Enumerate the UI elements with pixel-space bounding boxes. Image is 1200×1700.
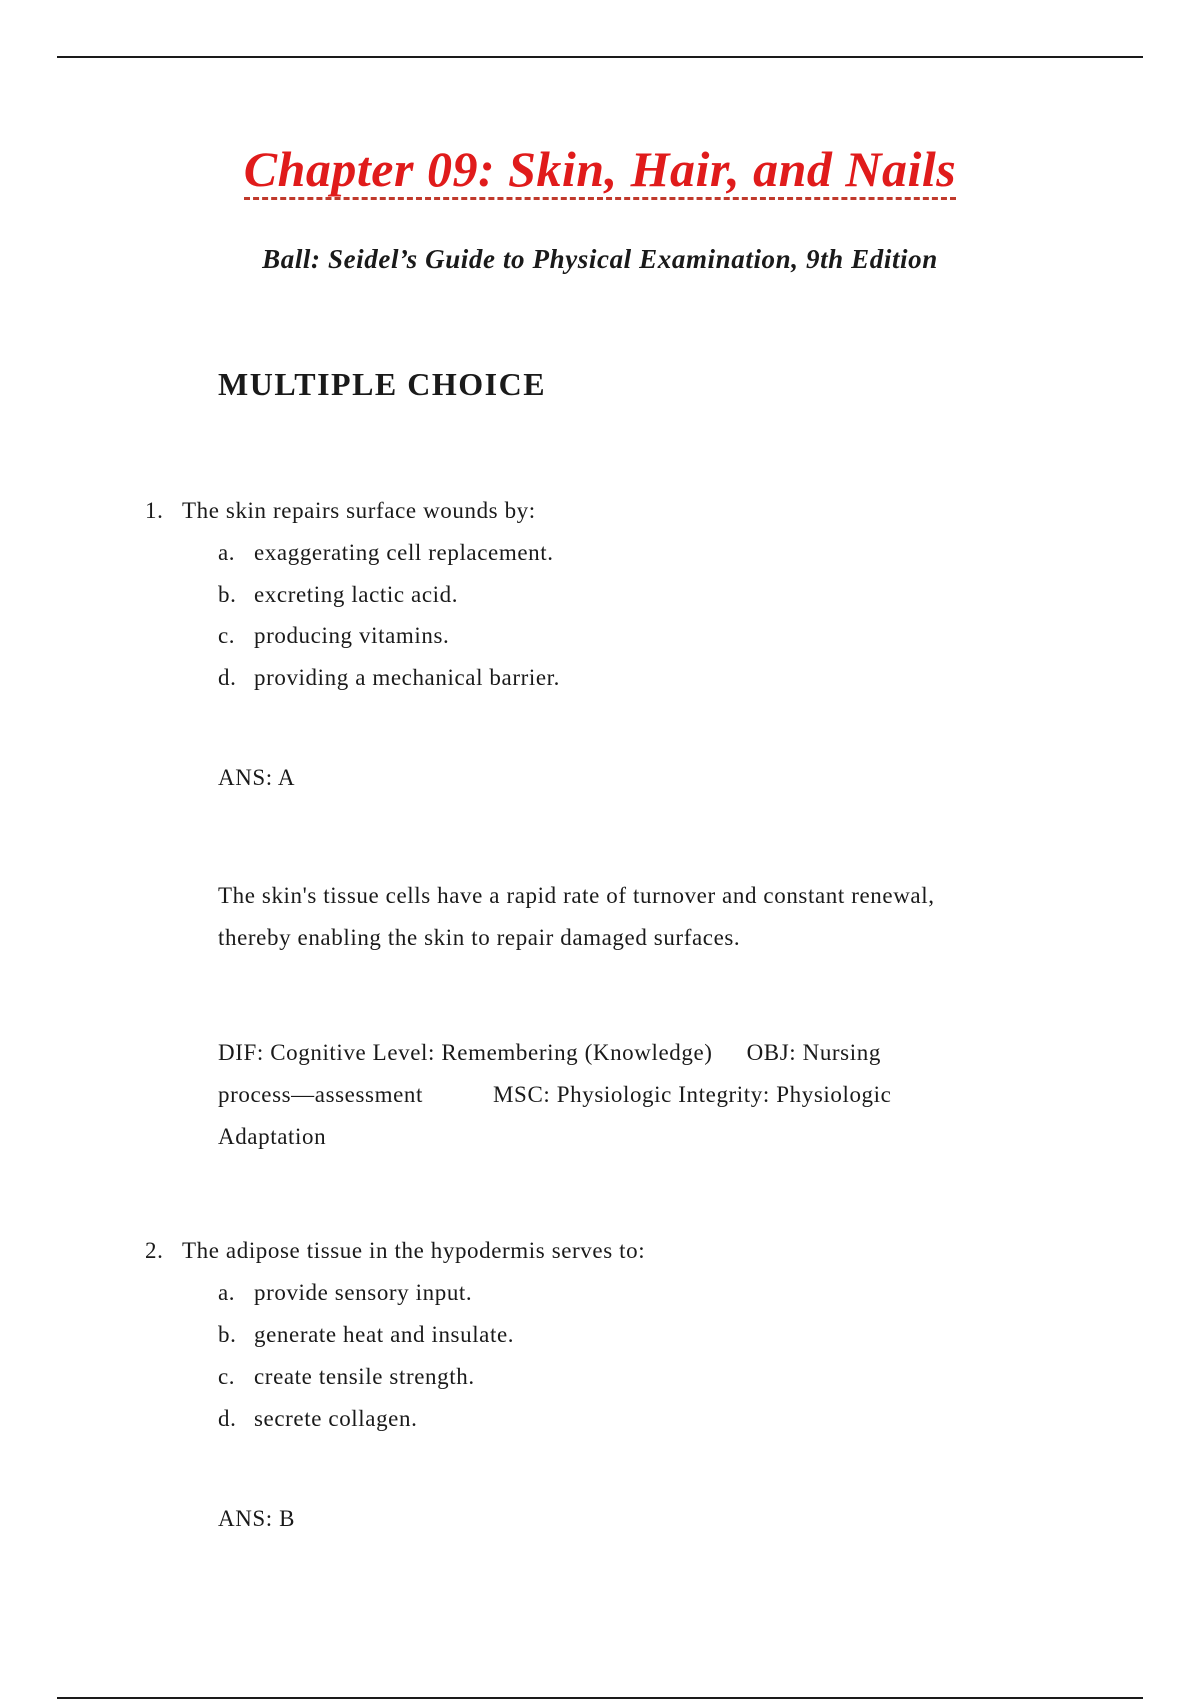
chapter-title-text: Chapter 09: Skin, Hair, and Nails bbox=[244, 141, 957, 200]
q1-option-d bbox=[218, 665, 560, 691]
q1-option-b bbox=[218, 582, 458, 608]
chapter-title bbox=[0, 140, 1200, 198]
option-letter: c. bbox=[218, 1364, 236, 1389]
q1-option-a bbox=[218, 540, 554, 566]
question-number: 2. bbox=[145, 1238, 164, 1263]
option-letter: d. bbox=[218, 665, 237, 690]
option-letter: b. bbox=[218, 582, 237, 607]
obj-continued: process—assessment bbox=[218, 1082, 423, 1107]
meta-line-2 bbox=[218, 1074, 1018, 1116]
question-text: The adipose tissue in the hypodermis serves to: bbox=[182, 1238, 646, 1263]
section-title: MULTIPLE CHOICE bbox=[218, 366, 547, 402]
option-text: exaggerating cell replacement. bbox=[254, 540, 554, 565]
question-2-stem bbox=[145, 1238, 645, 1264]
option-letter: a. bbox=[218, 1280, 236, 1305]
book-title: Ball: Seidel’s Guide to Physical Examination, 9th Edition bbox=[262, 244, 938, 274]
option-text: provide sensory input. bbox=[254, 1280, 473, 1305]
q1-rationale bbox=[218, 875, 935, 959]
q1-option-c bbox=[218, 623, 449, 649]
option-letter: b. bbox=[218, 1322, 237, 1347]
option-text: excreting lactic acid. bbox=[254, 582, 459, 607]
q2-option-a bbox=[218, 1280, 472, 1306]
msc-label: MSC: Physiologic Integrity: Physiologic bbox=[493, 1082, 892, 1107]
q2-option-c bbox=[218, 1364, 475, 1390]
option-text: generate heat and insulate. bbox=[254, 1322, 515, 1347]
question-1-stem bbox=[145, 498, 536, 524]
q2-answer: ANS: B bbox=[218, 1506, 296, 1531]
meta-line-1 bbox=[218, 1032, 1018, 1074]
top-rule bbox=[57, 56, 1143, 58]
option-text: producing vitamins. bbox=[254, 623, 450, 648]
rationale-line: The skin's tissue cells have a rapid rate of turnover and constant renewal, bbox=[218, 883, 935, 908]
q1-metadata bbox=[218, 1032, 1018, 1158]
option-letter: d. bbox=[218, 1406, 237, 1431]
option-text: create tensile strength. bbox=[254, 1364, 475, 1389]
option-text: providing a mechanical barrier. bbox=[254, 665, 560, 690]
q2-option-d bbox=[218, 1406, 417, 1432]
bottom-rule bbox=[57, 1697, 1143, 1699]
dif-label: DIF: Cognitive Level: Remembering (Knowledge) bbox=[218, 1040, 713, 1065]
obj-label: OBJ: Nursing bbox=[746, 1040, 881, 1065]
question-number: 1. bbox=[145, 498, 164, 523]
rationale-line: thereby enabling the skin to repair damaged surfaces. bbox=[218, 925, 741, 950]
question-text: The skin repairs surface wounds by: bbox=[182, 498, 536, 523]
q2-option-b bbox=[218, 1322, 514, 1348]
q1-answer: ANS: A bbox=[218, 765, 296, 790]
option-letter: c. bbox=[218, 623, 236, 648]
option-letter: a. bbox=[218, 540, 236, 565]
meta-line-3: Adaptation bbox=[218, 1124, 327, 1149]
option-text: secrete collagen. bbox=[254, 1406, 418, 1431]
